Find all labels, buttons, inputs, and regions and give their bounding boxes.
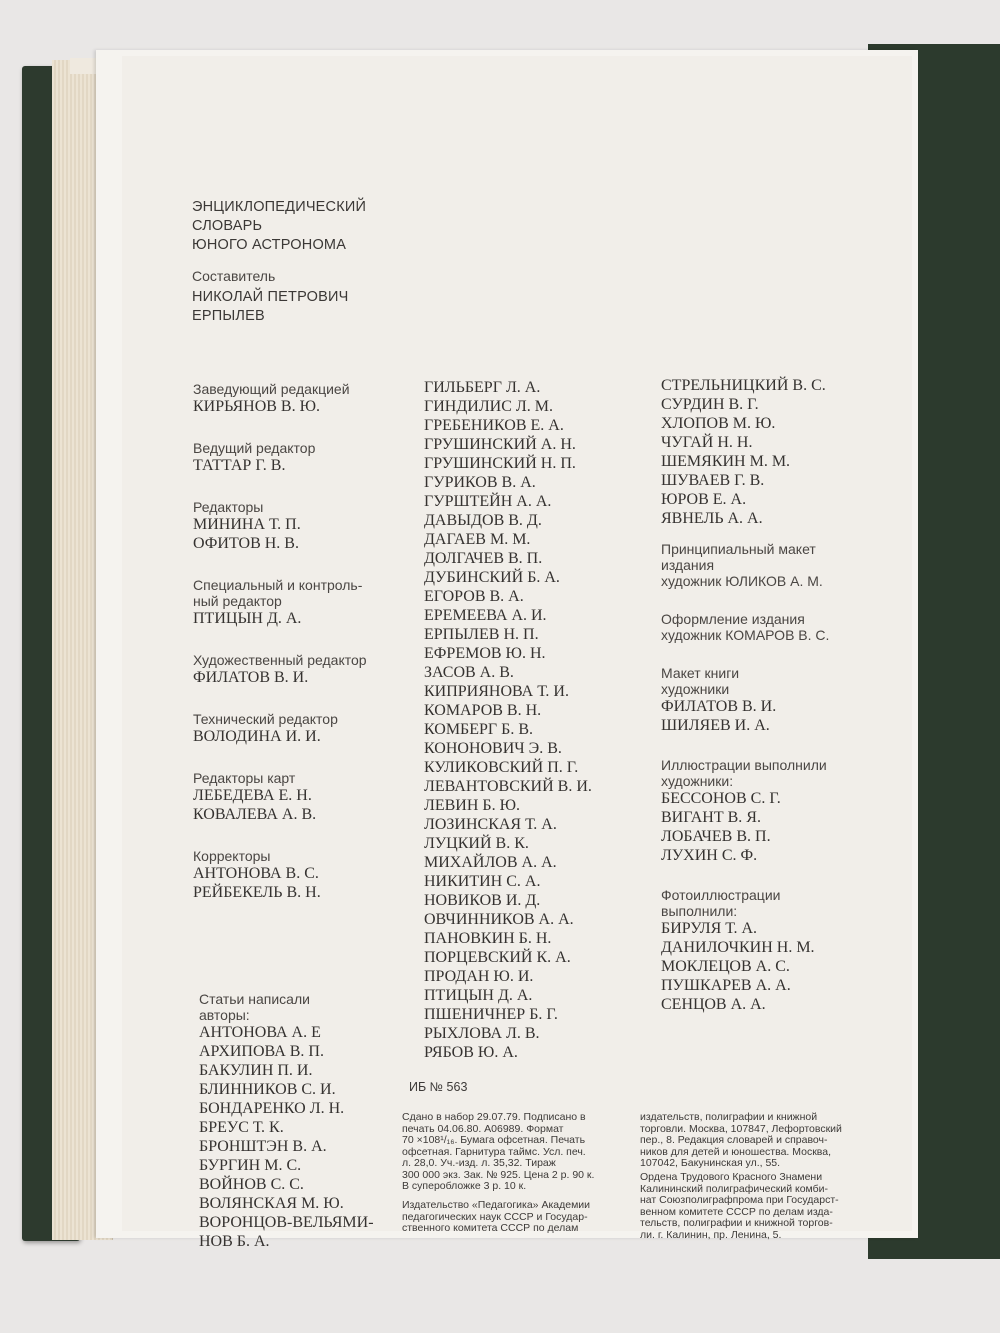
credit-label: Редакторы [193,499,264,515]
credit-name: ЛОБАЧЕВ В. П. [661,828,771,845]
authors-right-column [661,376,866,528]
author-name: НОВИКОВ И. Д. [424,892,541,909]
author-name: ЛЕВАНТОВСКИЙ В. И. [424,778,592,795]
author-name: ВОРОНЦОВ-ВЕЛЬЯМИ- [199,1214,374,1231]
author-name: КУЛИКОВСКИЙ П. Г. [424,759,579,776]
imprint-line: ли. г. Калинин, пр. Ленина, 5. [640,1228,782,1241]
author-name: ВОЙНОВ С. С. [199,1176,304,1193]
credit-name: БЕССОНОВ С. Г. [661,790,781,807]
credit-label: Принципиальный макет [661,541,816,557]
imprint-line: Ордена Трудового Красного Знамени [640,1171,823,1183]
author-name: ГУРИКОВ В. А. [424,474,536,491]
author-name: ЮРОВ Е. А. [661,491,747,508]
imprint-line: офсетная. Гарнитура таймс. Усл. печ. [402,1145,586,1158]
authors-label: авторы: [199,1007,250,1023]
credit-name: ФИЛАТОВ В. И. [193,669,309,686]
credit-entry [193,440,418,475]
credit-label: Редакторы карт [193,770,296,786]
credit-label: Иллюстрации выполнили [661,757,827,773]
credit-name: ОФИТОВ Н. В. [193,535,299,552]
credit-name: РЕЙБЕКЕЛЬ В. Н. [193,884,321,901]
author-name: ГУРШТЕЙН А. А. [424,493,552,510]
credit-label: художник ЮЛИКОВ А. М. [661,573,823,589]
credit-label: издания [661,557,715,573]
author-name: НОВ Б. А. [199,1233,270,1250]
credit-label: Специальный и контроль- [193,577,363,593]
title-line: ЭНЦИКЛОПЕДИЧЕСКИЙ [192,199,367,215]
compiler-name-line: НИКОЛАЙ ПЕТРОВИЧ [192,289,349,305]
author-name: ДАВЫДОВ В. Д. [424,512,542,529]
credit-name: ФИЛАТОВ В. И. [661,698,777,715]
imprint-line: печать 04.06.80. А06989. Формат [402,1122,564,1135]
author-name: ДУБИНСКИЙ Б. А. [424,569,560,586]
author-name: ГРЕБЕНИКОВ Е. А. [424,417,564,434]
author-name: ЛЕВИН Б. Ю. [424,797,521,814]
author-name: РЯБОВ Ю. А. [424,1044,518,1061]
author-name: ПАНОВКИН Б. Н. [424,930,552,947]
author-name: БУРГИН М. С. [199,1157,302,1174]
author-name: БЛИННИКОВ С. И. [199,1081,336,1098]
imprint-line: нат Союзполиграфпрома при Государст- [640,1194,839,1206]
author-name: СТРЕЛЬНИЦКИЙ В. С. [661,377,826,394]
imprint-line: В суперобложке 3 р. 10 к. [402,1180,527,1192]
publisher-details [402,1200,630,1235]
author-name: ДАГАЕВ М. М. [424,531,531,548]
imprint-line: Калининский полиграфический комби- [640,1182,829,1195]
imprint-line: венном комитете СССР по делам изда- [640,1205,833,1218]
compiler [192,268,348,326]
credit-entry [193,381,418,416]
author-name: ГРУШИНСКИЙ Н. П. [424,455,576,472]
credit-label: Корректоры [193,848,271,864]
compiler-label: Составитель [192,268,276,284]
imprint-line: педагогических наук СССР и Государ- [402,1210,588,1223]
author-name: РЫХЛОВА Л. В. [424,1025,540,1042]
title-line: СЛОВАРЬ [192,218,263,234]
author-name: ЕФРЕМОВ Ю. Н. [424,645,546,662]
author-name: КОМАРОВ В. Н. [424,702,542,719]
credit-name: МОКЛЕЦОВ А. С. [661,958,790,975]
author-name: ПОРЦЕВСКИЙ К. А. [424,949,571,966]
compiler-name-line: ЕРПЫЛЕВ [192,308,265,324]
credit-entry [661,665,866,735]
author-name: ДОЛГАЧЕВ В. П. [424,550,543,567]
credit-label: ный редактор [193,593,282,609]
ib-number: ИБ № 563 [409,1080,468,1094]
credit-entry [661,887,866,1014]
credit-entry [193,577,418,628]
title-line: ЮНОГО АСТРОНОМА [192,237,347,253]
imprint-line: пер., 8. Редакция словарей и справоч- [640,1134,828,1146]
printer-details [640,1172,852,1241]
author-name: КОНОНОВИЧ Э. В. [424,740,562,757]
author-name: ЛОЗИНСКАЯ Т. А. [424,816,557,833]
credit-name: ПУШКАРЕВ А. А. [661,977,791,994]
author-name: ЗАСОВ А. В. [424,664,514,681]
author-name: ХЛОПОВ М. Ю. [661,415,776,432]
credits-right-column [661,541,866,1014]
author-name: ШЕМЯКИН М. М. [661,453,791,470]
credit-entry [193,499,418,553]
imprint-line: ников для детей и юношества. Москва, [640,1145,832,1158]
credit-name: АНТОНОВА В. С. [193,865,319,882]
credit-name: ТАТТАР Г. В. [193,457,286,474]
credit-entry [193,652,418,687]
imprint-line: 107042, Бакунинская ул., 55. [640,1157,781,1169]
author-name: КОМБЕРГ Б. В. [424,721,534,738]
credit-label: Ведущий редактор [193,440,316,456]
credit-name: КИРЬЯНОВ В. Ю. [193,398,321,415]
credit-entry [193,770,418,824]
credit-entry [193,711,418,746]
imprint-line: Издательство «Педагогика» Академии [402,1199,591,1211]
credit-name: ДАНИЛОЧКИН Н. М. [661,939,815,956]
author-name: БОНДАРЕНКО Л. Н. [199,1100,345,1117]
author-name: ПТИЦЫН Д. А. [424,987,533,1004]
credit-label: выполнили: [661,903,738,919]
credit-name: БИРУЛЯ Т. А. [661,920,758,937]
author-name: ЧУГАЙ Н. Н. [661,434,753,451]
author-name: БРОНШТЭН В. А. [199,1138,327,1155]
credit-name: ЛЕБЕДЕВА Е. Н. [193,787,312,804]
authors-left-column [199,991,399,1251]
author-name: НИКИТИН С. А. [424,873,541,890]
credits-left-column [193,381,418,902]
imprint-line: Сдано в набор 29.07.79. Подписано в [402,1111,586,1123]
credit-name: ЛУХИН С. Ф. [661,847,758,864]
author-name: АНТОНОВА А. Е [199,1024,321,1041]
author-name: ВОЛЯНСКАЯ М. Ю. [199,1195,344,1212]
author-name: ПШЕНИЧНЕР Б. Г. [424,1006,558,1023]
author-name: ШУВАЕВ Г. В. [661,472,765,489]
author-name: ЛУЦКИЙ В. К. [424,835,529,852]
author-name: АРХИПОВА В. П. [199,1043,324,1060]
author-name: СУРДИН В. Г. [661,396,759,413]
author-name: ГИНДИЛИС Л. М. [424,398,553,415]
imprint-line: торговли. Москва, 107847, Лефортовский [640,1122,842,1135]
imprint-line: 300 000 экз. Зак. № 925. Цена 2 р. 90 к. [402,1168,595,1181]
imprint-line: издательств, полиграфии и книжной [640,1111,818,1123]
credit-entry [661,757,866,865]
credit-name: КОВАЛЕВА А. В. [193,806,317,823]
credit-name: МИНИНА Т. П. [193,516,301,533]
credit-name: ВИГАНТ В. Я. [661,809,761,826]
credit-label: Технический редактор [193,711,338,727]
author-name: МИХАЙЛОВ А. А. [424,854,557,871]
author-name: ОВЧИННИКОВ А. А. [424,911,574,928]
credit-label: Заведующий редакцией [193,381,350,397]
author-name: ГРУШИНСКИЙ А. Н. [424,436,576,453]
imprint-line: л. 28,0. Уч.-изд. л. 35,32. Тираж [402,1157,556,1169]
credit-name: ШИЛЯЕВ И. А. [661,717,770,734]
credit-name: ПТИЦЫН Д. А. [193,610,302,627]
credit-name: ВОЛОДИНА И. И. [193,728,321,745]
credit-label: Макет книги [661,665,740,681]
credit-label: Фотоиллюстрации [661,887,781,903]
credit-name: СЕНЦОВ А. А. [661,996,766,1013]
credit-entry [193,848,418,902]
credit-label: художник КОМАРОВ В. С. [661,627,830,643]
credit-entry [661,541,866,589]
author-name: ЕГОРОВ В. А. [424,588,524,605]
author-name: ЯВНЕЛЬ А. А. [661,510,763,527]
authors-label: Статьи написали [199,991,310,1007]
credit-label: художники [661,681,730,697]
author-name: ГИЛЬБЕРГ Л. А. [424,379,541,396]
imprint-line: тельств, полиграфии и книжной торгов- [640,1217,833,1229]
author-name: ЕРЕМЕЕВА А. И. [424,607,547,624]
authors-middle-column [424,378,644,1062]
author-name: ПРОДАН Ю. И. [424,968,534,985]
credit-label: Оформление издания [661,611,805,627]
author-name: БРЕУС Т. К. [199,1119,284,1136]
credit-label: художники: [661,773,734,789]
imprint-line: 70 ×108¹/₁₆. Бумага офсетная. Печать [402,1134,586,1146]
credit-label: Художественный редактор [193,652,367,668]
publisher-details-continued [640,1112,852,1170]
print-details [402,1112,630,1193]
imprint-line: ственного комитета СССР по делам [402,1222,579,1234]
book-title [192,198,366,255]
credit-entry [661,611,866,643]
author-name: ЕРПЫЛЕВ Н. П. [424,626,539,643]
author-name: БАКУЛИН П. И. [199,1062,313,1079]
author-name: КИПРИЯНОВА Т. И. [424,683,569,700]
